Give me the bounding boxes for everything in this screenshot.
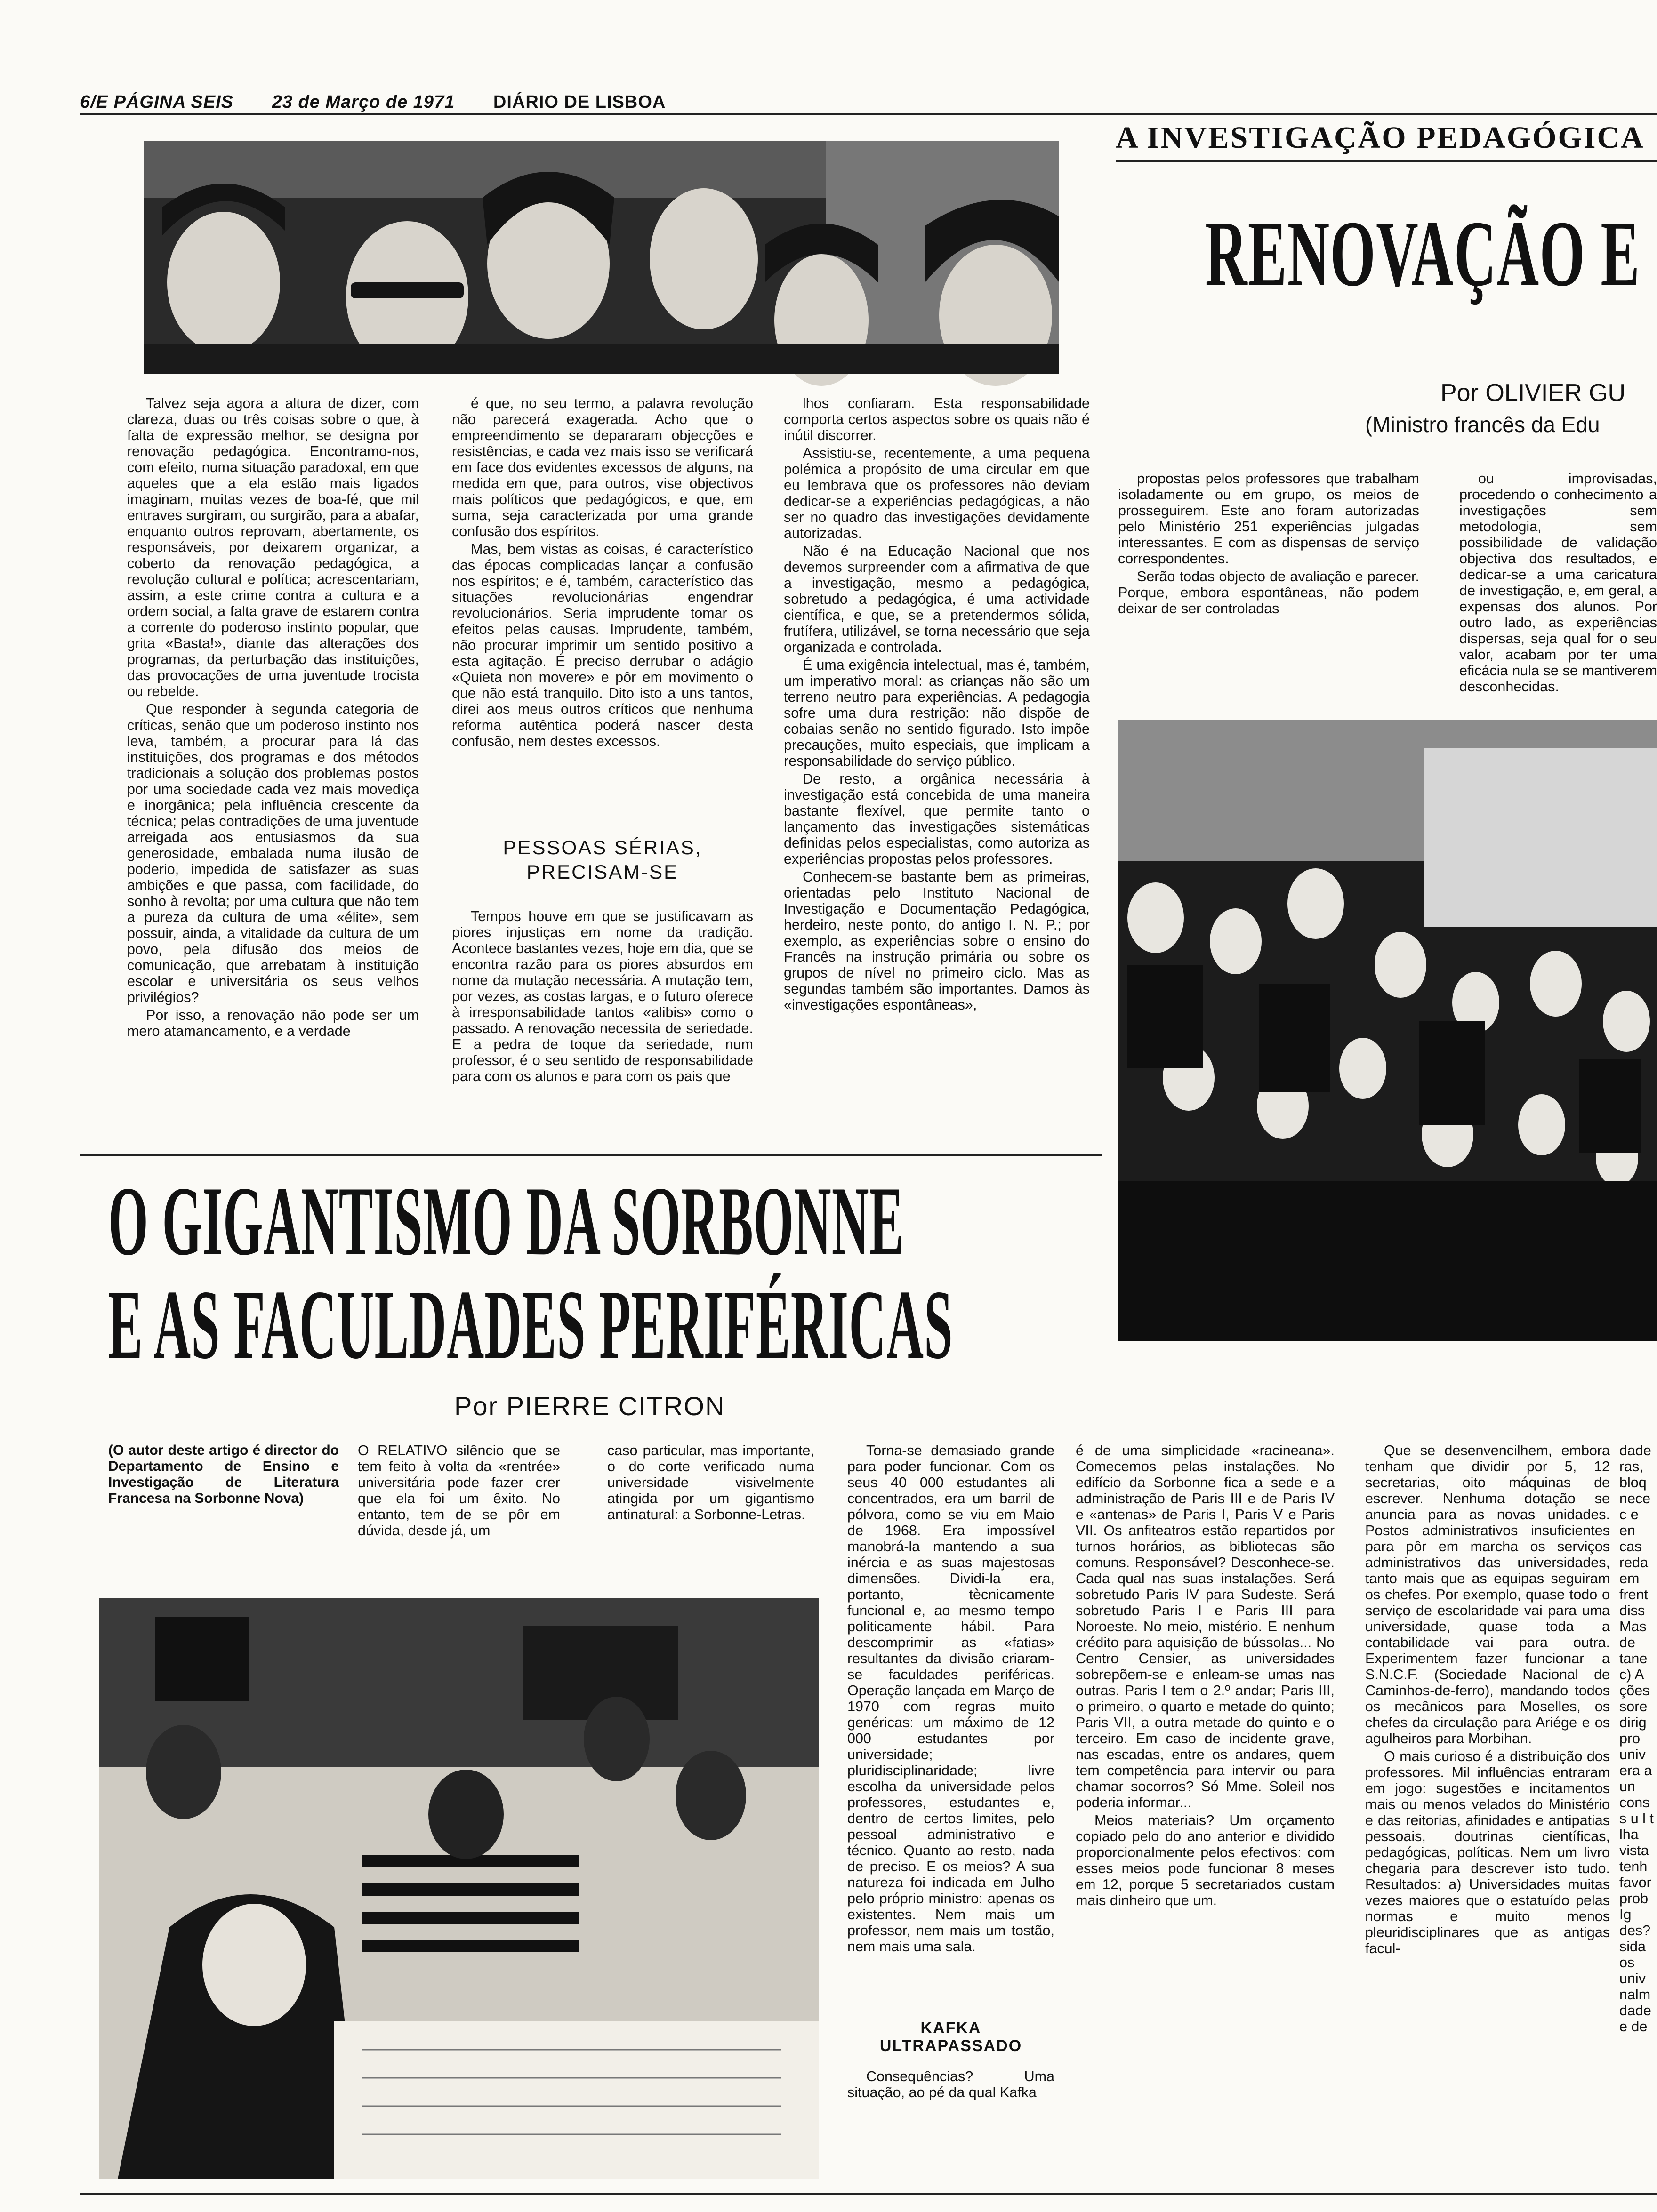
subhead-kafka: KAFKA ULTRAPASSADO [879, 2019, 1022, 2055]
issue-date: 23 de Março de 1971 [272, 92, 455, 112]
masthead [80, 92, 699, 112]
photo-crowd-image [1118, 720, 1657, 1341]
article2-column-c: Que se desenvencilhem, embora tenham que dividir por 5, 12 secretarias, oito máquinas de escrever. Nenhuma dotação se anuncia para as novas unidades. Postos administrativos insuficientes para pôr em marcha os serviços administrativos das universidades, tanto mais que as equipas seguiram os chefes. Por exemplo, quase todo o serviço de escolaridade vai para uma universidade, quase toda a contabilidade vai para outra. Experimentem fazer funcionar a S.N.C.F. (Sociedade Nacional de Caminhos-de-ferro), mandando todos os mecânicos para Moselles, os chefes da circulação para Ariége e os agulheiros para Morbihan. O mais curioso é a distribuição dos professores. Mil influências entraram em jogo: sugestões e incitamentos mais ou menos velados do Ministério e das reitorias, afinidades e antipatias pessoais, doutrinas científicas, pedagógicas, políticas. Nem um livro chegaria para descrever isto tudo. Resultados: a) Universidades muitas vezes maiores que o estatuído pelas normas e muito menos pleuridisciplinares que as antigas facul- [1365, 1443, 1610, 1956]
article1-byline: Por OLIVIER GU [1440, 379, 1625, 407]
article1-column-3: lhos confiaram. Esta responsabilidade comporta certos aspectos sobre os quais não é inútil discorrer. Assistiu-se, recentemente, a uma pequena polémica a propósito de uma circular em que eu lembrava que os professores não deviam dedicar-se a experiências pedagógicas, a não ser no quadro das investigações devidamente autorizadas. Não é na Educação Nacional que nos devemos surpreender com a afirmativa de que a investigação, mesmo a pedagógica, sobretudo a pedagógica, é uma actividade científica, e que, se a pretendermos sólida, frutífera, utilizável, se torna necessário que seja organizada e controlada. É uma exigência intelectual, mas é, também, um imperativo moral: as crianças não são um terreno neutro para experiências. A pedagogia sofre uma dura restrição: não dispõe de cobaias senão no sentido figurado. Isto impõe precauções, muito especiais, que implicam a responsabilidade do serviço público. De resto, a orgânica necessária à investigação está concebida de uma maneira bastante flexível, que permite tanto o lançamento das investigações sistemáticas definidas pelos especialistas, como autoriza as experiências propostas pelos professores. Conhecem-se bastante bem as primeiras, orientadas pelo Instituto Nacional de Investigação e Documentação Pedagógica, herdeiro, neste ponto, do antigo I. N. P.; por exemplo, as experiências sobre o ensino do Francês na instrução primária ou sobre os grupos de nível no primeiro ciclo. Mas as segundas também são importantes. Damos às «investigações espontâneas», [784, 395, 1090, 1013]
kicker-rule [1116, 160, 1657, 162]
article2-intro-a: O RELATIVO silêncio que se tem feito à volta da «rentrée» universitária pode fazer crer que ela foi um êxito. No entanto, tem de se pôr em dúvida, desde já, um [358, 1443, 560, 1539]
article2-column-d: dade ras, bloq nece c e en cas reda em frent diss Mas de tane c) A ções sore dirig pro univ era a un cons s u l t lha vista tenh favor prob Ig des? sida os univ nalm dade e de [1619, 1443, 1654, 2035]
newspaper-name: DIÁRIO DE LISBOA [493, 92, 666, 112]
article-separator [80, 1154, 1102, 1156]
photo-students-faces [144, 141, 1059, 374]
photo-exam-image [99, 1598, 819, 2179]
author-note: (O autor deste artigo é director do Departamento de Ensino e Investigação de Literatura Francesa na Sorbonne Nova) [108, 1443, 339, 1506]
article1-column-2: é que, no seu termo, a palavra revolução não parecerá exagerada. Acho que o empreendimento se depararam objecções e resistências, e cada vez mais isso se verificará em face dos evidentes excessos de alguns, na medida em que, para outros, vise objectivos mais políticos que pedagógicos, e que, em suma, seja caracterizada por uma grande confusão dos espíritos. Mas, bem vistas as coisas, é característico das épocas complicadas lançar a confusão nos espíritos; e é, também, característico das situações revolucionárias engendrar revolucionários. Seria imprudente tomar os efeitos pelas causas. Imprudente, também, não procurar imprimir um sentido positivo a esta agitação. É preciso derrubar o adágio «Quieta non movere» e pôr em movimento o que não está tranquilo. Dito isto a uns tantos, direi aos meus outros críticos que nenhuma reforma autêntica poderá nascer desta confusão, nem destes excessos. [452, 395, 753, 749]
photo-crowd [1118, 720, 1657, 1341]
article1-byline-role: (Ministro francês da Edu [1365, 412, 1600, 437]
article2-headline-line1: O GIGANTISMO DA SORBONNE [108, 1167, 904, 1276]
article2-intro-b: caso particular, mas importante, o do corte verificado numa universidade visivelmente atingida por um gigantismo antinatural: a Sorbonne-Letras. [607, 1443, 814, 1523]
masthead-rule [80, 113, 1657, 115]
article2-column-a2: Consequências? Uma situação, ao pé da qual Kafka [847, 2068, 1054, 2100]
bottom-rule [80, 2193, 1657, 2195]
photo-faces-image [144, 141, 1059, 374]
article2-column-b: é de uma simplicidade «racineana». Comecemos pelas instalações. No edifício da Sorbonne fica a sede e a administração de Paris III e de Paris IV e «antenas» de Paris I, Paris V e Paris VII. Os anfiteatros estão repartidos por turnos horários, as bibliotecas são comuns. Responsável? Desconhece-se. Cada qual nas suas instalações. Será sobretudo Paris IV para Sudeste. Será sobretudo Paris I e Paris III para Noroeste. No meio, mistério. E nenhum crédito para aquisição de bússolas... No Centro Censier, as universidades sobrepõem-se e enleam-se umas nas outras. Paris I tem o 2.º andar; Paris III, o primeiro, o quarto e metade do quinto; Paris VII, a outra metade do quinto e o terceiro. Em caso de incidente grave, nas escadas, entre os andares, quem tem competência para intervir ou para chamar socorros? Só Mme. Soleil nos poderia informar... Meios materiais? Um orçamento copiado pelo do ano anterior e dividido proporcionalmente pelos efectivos: com esses meios pode funcionar 8 meses em 12, porque 5 secretariados custam mais dinheiro que um. [1076, 1443, 1335, 1908]
article2-byline: Por PIERRE CITRON [454, 1391, 725, 1421]
photo-students-exam [99, 1598, 819, 2179]
article1-column-2b: Tempos houve em que se justificavam as piores injustiças em nome da tradição. Acontece bastantes vezes, hoje em dia, que se encontra razão para os piores absurdos em nome da mutação necessária. A mutação tem, por vezes, as costas largas, e o futuro oferece à irresponsabilidade tantos «alibis» como o passado. A renovação necessita de seriedade. E a pedra de toque da seriedade, num professor, é o seu sentido de responsabilidade para com os alunos e para com os pais que [452, 908, 753, 1084]
article1-column-5: ou improvisadas, procedendo o conhecimento a investigações sem metodologia, sem possibilidade de validação objectiva dos resultados, e dedicar-se a uma caricatura de investigação, e, em geral, a expensas dos alunos. Por outro lado, as experiências dispersas, seja qual for o seu valor, acabam por ter uma eficácia nula se se mantiverem desconhecidas. [1459, 471, 1657, 695]
subhead-pessoas-serias: PESSOAS SÉRIAS, PRECISAM-SE [503, 836, 702, 883]
article1-headline: RENOVAÇÃO E [1205, 202, 1641, 306]
article2-column-a: Torna-se demasiado grande para poder funcionar. Com os seus 40 000 estudantes ali concentrados, era um barril de pólvora, como se viu em Maio de 1968. Era impossível manobrá-la mantendo a sua inércia e as suas majestosas dimensões. Dividi-la era, portanto, tècnicamente funcional e, ao mesmo tempo politicamente hábil. Para descomprimir as «fatias» resultantes da divisão criaram-se faculdades periféricas. Operação lançada em Março de 1970 com regras muito genéricas: um máximo de 12 000 estudantes por universidade; pluridisciplinaridade; livre escolha da universidade pelos professores, estudantes e, dentro de certos limites, pelo pessoal administrativo e técnico. Quanto ao resto, nada de preciso. E os meios? A sua natureza foi indicada em Julho pelo próprio ministro: apenas os existentes. Nem mais um professor, nem mais um tostão, nem mais uma sala. [847, 1443, 1054, 1955]
article2-headline-line2: E AS FACULDADES PERIFÉRICAS [108, 1270, 953, 1379]
page-number: 6/E PÁGINA SEIS [80, 92, 234, 112]
article1-column-1: Talvez seja agora a altura de dizer, com clareza, duas ou três coisas sobre o que, à falta de expressão melhor, se designa por renovação pedagógica. Encontramo-nos, com efeito, numa situação paradoxal, em que aqueles que a ela estão mais ligados imaginam, muitas vezes de boa-fé, que mil entraves surgiram, ou surgirão, para a abafar, enquanto outros reprovam, abertamente, os responsáveis, por deixarem organizar, a coberto da renovação pedagógica, a revolução cultural e política; acrescentariam, assim, a este crime contra a cultura e a ordem social, a falta grave de estarem contra a corrente do poderoso instinto popular, que grita «Basta!», diante das alterações dos programas, da perturbação das instituições, das provocações de uma juventude trocista ou rebelde. Que responder à segunda categoria de críticas, senão que um poderoso instinto nos leva, também, a procurar para lá das instituições, dos programas e dos métodos tradicionais a solução dos problemas postos por uma sociedade cada vez mais movediça e inorgânica; pela influência crescente da técnica; pelas contradições de uma juventude arreigada aos entusiasmos da sua generosidade, embalada numa ilusão de poderio, impedida de satisfazer as suas ambições e que passa, com facilidade, do sonho à revolta; por uma cultura que não tem a pureza da cultura de uma «élite», sem possuir, ainda, a vitalidade da cultura de um povo, pela difusão dos meios de comunicação, que arrebatam à instituição escolar e universitária os seus velhos privilégios? Por isso, a renovação não pode ser um mero atamancamento, e a verdade [127, 395, 419, 1039]
article1-kicker: A INVESTIGAÇÃO PEDAGÓGICA [1116, 120, 1645, 155]
article1-column-4: propostas pelos professores que trabalham isoladamente ou em grupo, os meios de prosseguirem. Este ano foram autorizadas pelo Ministério 251 experiências julgadas interessantes. E com as dispensas de serviço correspondentes. Serão todas objecto de avaliação e parecer. Porque, embora espontâneas, não podem deixar de ser controladas [1118, 471, 1419, 617]
